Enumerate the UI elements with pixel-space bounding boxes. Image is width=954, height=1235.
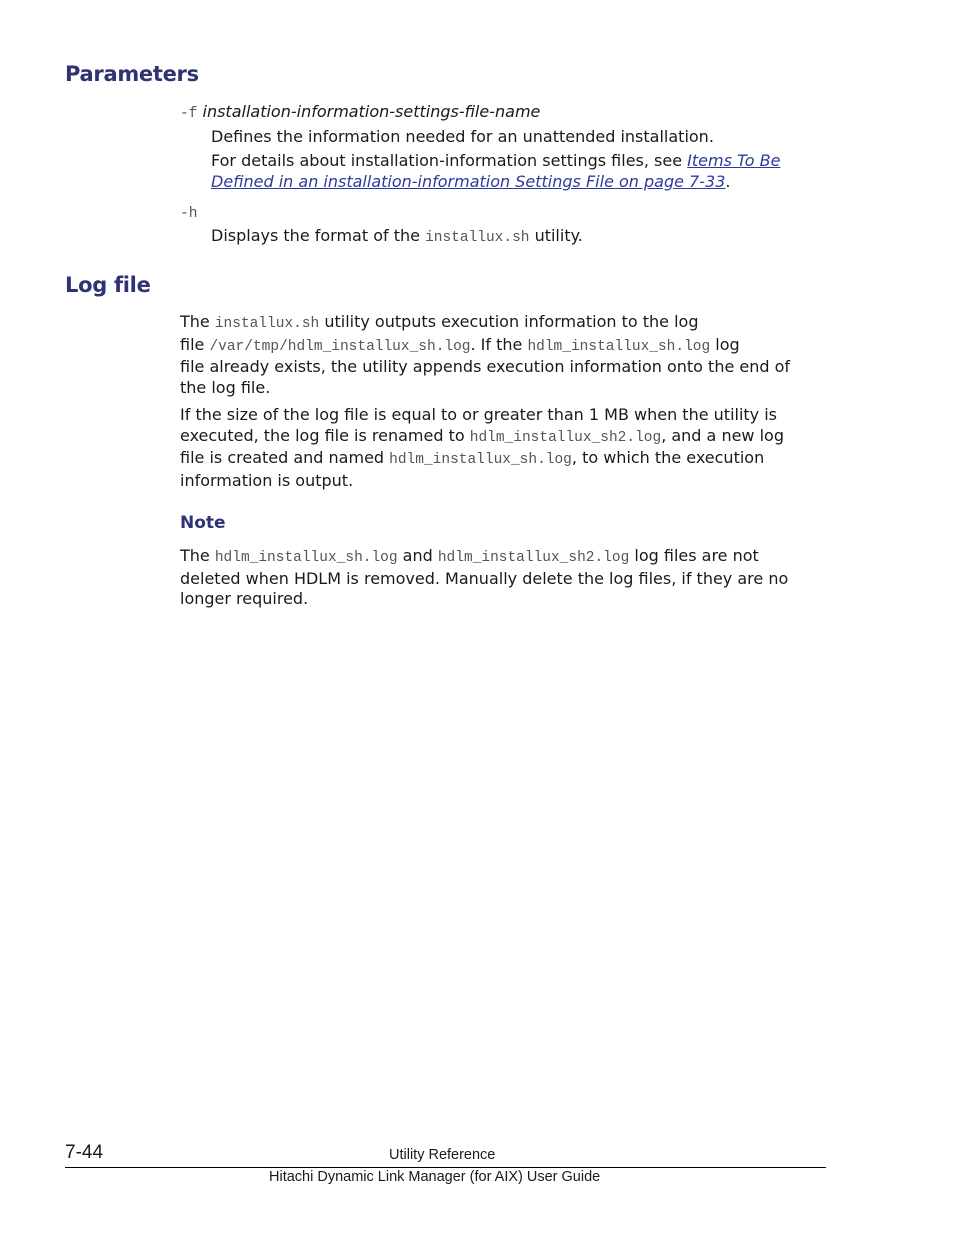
footer-rule — [65, 1167, 826, 1168]
note-line-3: longer required. — [180, 589, 309, 609]
link-text-line1[interactable]: Items To Be — [687, 151, 781, 170]
p1-line-4: the log file. — [180, 378, 271, 398]
parameters-heading: Parameters — [65, 62, 199, 86]
f-option-description-2 — [211, 151, 831, 192]
p1-line-2: file /var/tmp/hdlm_installux_sh.log. If the hdlm_installux_sh.log log — [180, 334, 740, 355]
p2-line-4: information is output. — [180, 471, 354, 491]
f-option-description-1: Defines the information needed for an unattended installation. — [211, 127, 714, 146]
h-desc-suffix: utility. — [529, 226, 583, 245]
f-option-term — [180, 102, 540, 122]
p1-line-3: file already exists, the utility appends execution information onto the end of — [180, 357, 791, 377]
link-text-line2[interactable]: Defined in an installation-information Settings File on page 7-33 — [211, 171, 726, 191]
p2-line-2: executed, the log file is renamed to hdlm_installux_sh2.log, and a new log — [180, 425, 784, 446]
page-number: 7-44 — [65, 1142, 104, 1163]
h-option-flag: -h — [180, 206, 198, 222]
note-heading: Note — [180, 513, 226, 533]
h-desc-prefix: Displays the format of the — [211, 226, 426, 245]
f-option-desc2-suffix: . — [725, 171, 731, 191]
log-file-paragraph-2 — [180, 405, 830, 492]
h-option-description — [211, 226, 583, 249]
footer-guide-title: Hitachi Dynamic Link Manager (for AIX) User Guide — [269, 1169, 601, 1185]
log-file-heading: Log file — [65, 273, 151, 297]
log-file-paragraph-1 — [180, 312, 830, 399]
note-line-1: The hdlm_installux_sh.log and hdlm_installux_sh2.log log files are not — [180, 546, 759, 566]
note-paragraph — [180, 546, 830, 610]
h-desc-code: installux.sh — [425, 230, 530, 246]
h-option-term — [180, 202, 197, 222]
f-option-argument: installation-information-settings-file-name — [202, 102, 541, 121]
f-option-desc2-prefix: For details about installation-information settings files, see — [211, 151, 688, 170]
p2-line-3: file is created and named hdlm_installux_sh.log, to which the execution — [180, 448, 765, 469]
f-option-flag: -f — [180, 106, 198, 122]
footer-section: Utility Reference — [389, 1147, 496, 1163]
p2-line-1: If the size of the log file is equal to or greater than 1 MB when the utility is — [180, 405, 778, 424]
p1-line-1: The installux.sh utility outputs execution information to the log — [180, 312, 699, 332]
note-line-2: deleted when HDLM is removed. Manually delete the log files, if they are no — [180, 568, 789, 588]
